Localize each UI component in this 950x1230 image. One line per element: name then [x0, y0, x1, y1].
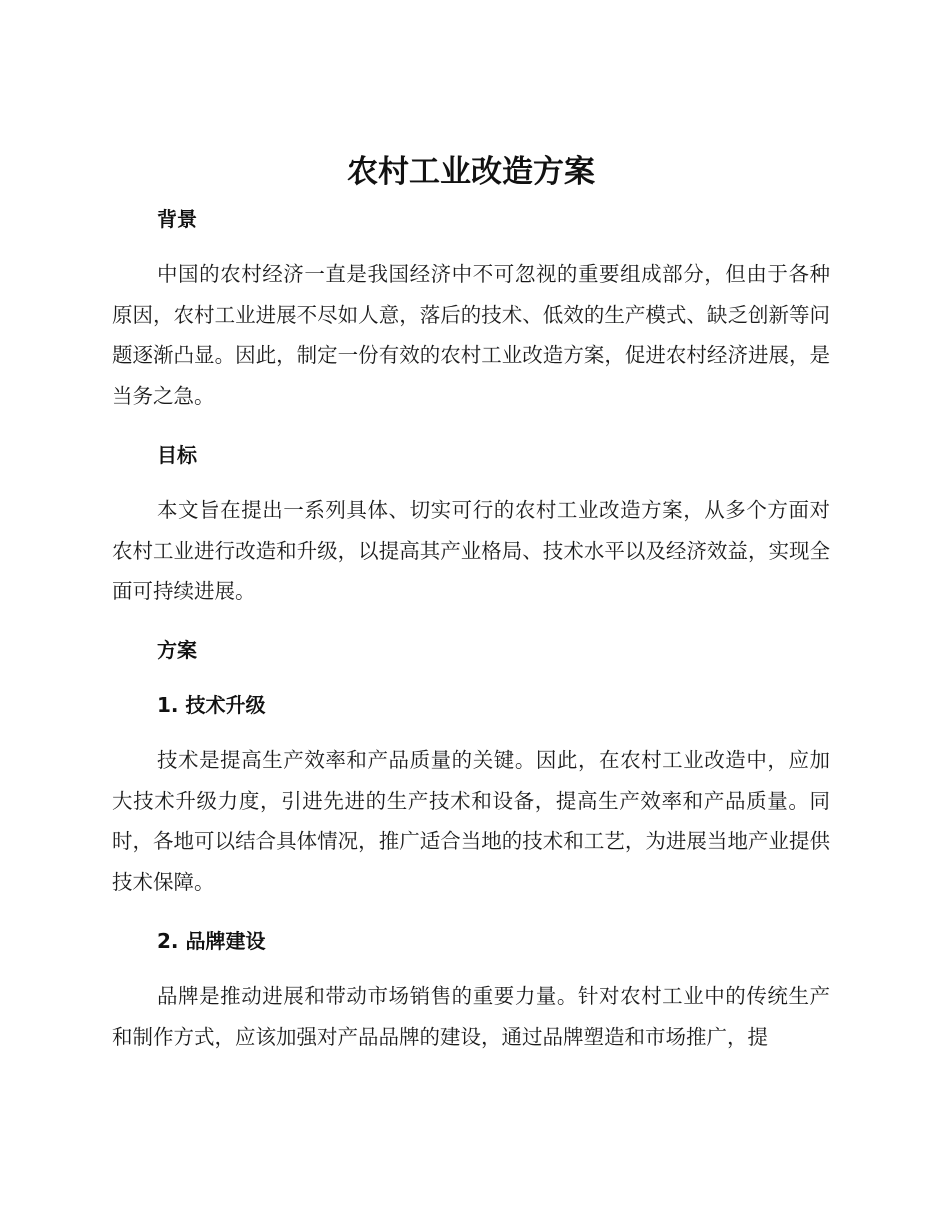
section-heading-plan: 方案	[157, 638, 197, 662]
section-body-tech-upgrade: 技术是提高生产效率和产品质量的关键。因此，在农村工业改造中，应加大技术升级力度，引进先进的生产技术和设备，提高生产效率和产品质量。同时，各地可以结合具体情况，推广适合当地的技术和工艺，为进展当地产业提供技术保障。	[112, 748, 830, 894]
section-heading-background: 背景	[157, 207, 197, 231]
document-title: 农村工业改造方案	[347, 154, 595, 190]
section-body-goal: 本文旨在提出一系列具体、切实可行的农村工业改造方案，从多个方面对农村工业进行改造和升级，以提高其产业格局、技术水平以及经济效益，实现全面可持续进展。	[112, 498, 830, 603]
section-body-background: 中国的农村经济一直是我国经济中不可忽视的重要组成部分，但由于各种原因，农村工业进展不尽如人意，落后的技术、低效的生产模式、缺乏创新等问题逐渐凸显。因此，制定一份有效的农村工业改造方案，促进农村经济进展，是当务之急。	[112, 262, 830, 408]
section-heading-brand-building: 2. 品牌建设	[157, 929, 266, 953]
section-body-brand-building: 品牌是推动进展和带动市场销售的重要力量。针对农村工业中的传统生产和制作方式，应该加强对产品品牌的建设，通过品牌塑造和市场推广，提	[112, 984, 830, 1049]
section-heading-tech-upgrade: 1. 技术升级	[157, 693, 266, 717]
section-heading-goal: 目标	[157, 443, 197, 467]
